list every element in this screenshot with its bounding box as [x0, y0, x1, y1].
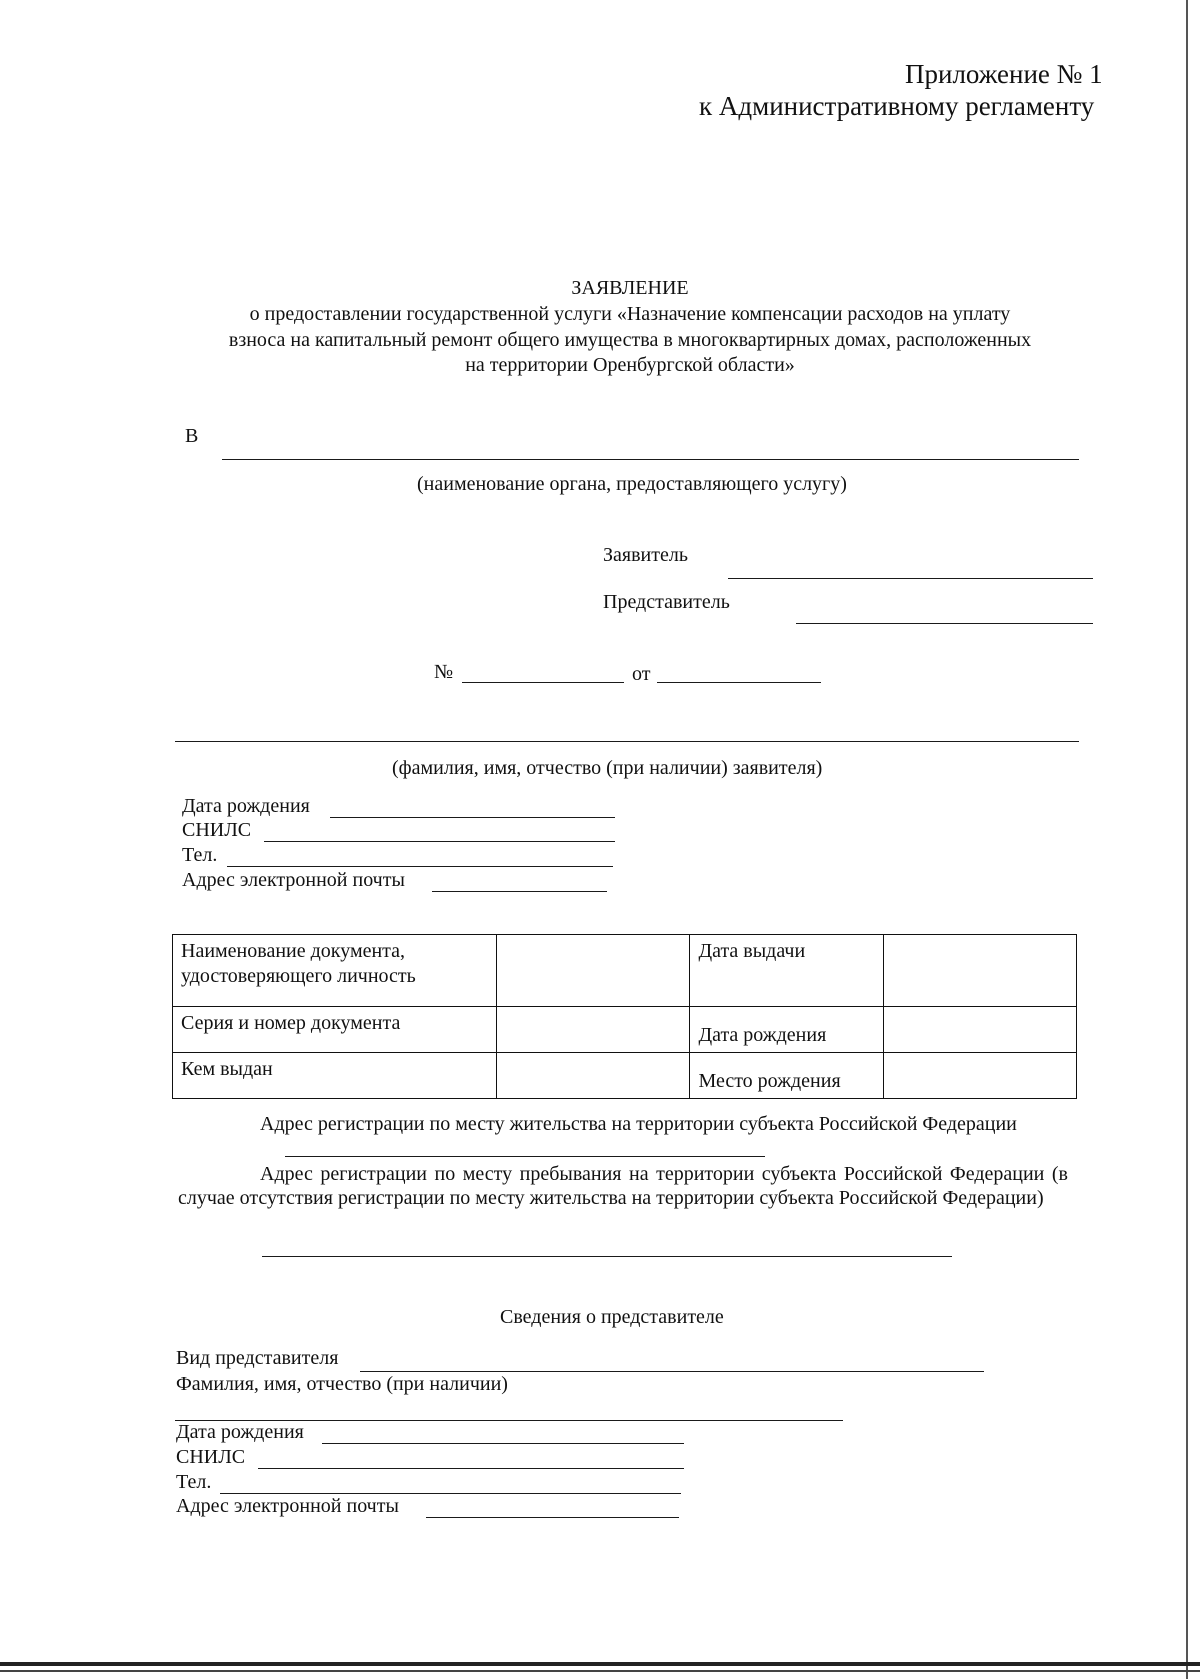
- table-cell-label: Наименование документа, удостоверяющего личность: [173, 935, 497, 1007]
- table-cell-label: Серия и номер документа: [173, 1007, 497, 1053]
- title-line-1: о предоставлении государственной услуги «Назначение компенсации расходов на уплату: [249, 303, 1011, 325]
- applicant-name-caption: (фамилия, имя, отчество (при наличии) заявителя): [392, 757, 823, 779]
- table-cell-input[interactable]: [496, 935, 690, 1007]
- representative-section-heading: Сведения о представителе: [500, 1306, 724, 1328]
- recipient-prefix: В: [185, 425, 199, 447]
- applicant-field[interactable]: [728, 578, 1093, 579]
- table-cell-label: Место рождения: [690, 1053, 884, 1099]
- applicant-phone-field[interactable]: [227, 866, 613, 867]
- scan-edge-bottom: [0, 1662, 1200, 1666]
- stay-address-field[interactable]: [262, 1256, 952, 1257]
- identity-document-table: [172, 934, 1077, 1099]
- applicant-email-field[interactable]: [432, 891, 607, 892]
- applicant-label: Заявитель: [603, 544, 688, 566]
- representative-email-label: Адрес электронной почты: [176, 1495, 399, 1517]
- representative-email-field[interactable]: [426, 1517, 679, 1518]
- representative-label: Представитель: [603, 591, 730, 613]
- applicant-birth-date-field[interactable]: [330, 817, 615, 818]
- residence-address-field[interactable]: [285, 1156, 765, 1157]
- table-cell-input[interactable]: [884, 1007, 1077, 1053]
- applicant-name-field[interactable]: [175, 741, 1079, 742]
- recipient-caption: (наименование органа, предоставляющего услугу): [417, 473, 847, 495]
- representative-field[interactable]: [796, 623, 1093, 624]
- from-label: от: [632, 663, 651, 685]
- number-label: №: [434, 661, 454, 683]
- table-cell-input[interactable]: [884, 935, 1077, 1007]
- table-cell-label: Дата рождения: [690, 1007, 884, 1053]
- table-row: [173, 935, 1077, 1007]
- appendix-reference: к Административному регламенту: [699, 91, 1095, 121]
- scan-edge-right: [1186, 0, 1188, 1679]
- applicant-email-label: Адрес электронной почты: [182, 869, 405, 891]
- table-cell-label: Дата выдачи: [690, 935, 884, 1007]
- applicant-phone-label: Тел.: [182, 844, 218, 866]
- applicant-snils-label: СНИЛС: [182, 819, 252, 841]
- table-cell-input[interactable]: [496, 1007, 690, 1053]
- recipient-field[interactable]: [222, 459, 1079, 460]
- representative-name-label: Фамилия, имя, отчество (при наличии): [176, 1373, 508, 1395]
- applicant-birth-date-label: Дата рождения: [182, 795, 310, 817]
- residence-address-label: Адрес регистрации по месту жительства на территории субъекта Российской Федерации: [260, 1113, 1017, 1135]
- title-line-2: взноса на капитальный ремонт общего имущества в многоквартирных домах, расположенных: [228, 329, 1032, 351]
- table-cell-label: Кем выдан: [173, 1053, 497, 1099]
- date-field[interactable]: [657, 682, 821, 683]
- representative-birth-date-label: Дата рождения: [176, 1421, 304, 1443]
- table-row: [173, 1007, 1077, 1053]
- title-line-3: на территории Оренбургской области»: [465, 354, 795, 376]
- document-title: ЗАЯВЛЕНИЕ: [571, 277, 689, 299]
- table-cell-input[interactable]: [496, 1053, 690, 1099]
- representative-snils-field[interactable]: [258, 1468, 684, 1469]
- appendix-number: Приложение № 1: [905, 59, 1103, 89]
- stay-address-label: Адрес регистрации по месту пребывания на территории субъекта Российской Федерации (в случае отсутствия регистрации по месту жительства на территории субъекта Российской Федерации): [178, 1163, 1068, 1209]
- representative-snils-label: СНИЛС: [176, 1446, 246, 1468]
- representative-birth-date-field[interactable]: [322, 1443, 684, 1444]
- table-cell-input[interactable]: [884, 1053, 1077, 1099]
- number-field[interactable]: [462, 682, 624, 683]
- representative-phone-label: Тел.: [176, 1471, 212, 1493]
- table-row: [173, 1053, 1077, 1099]
- scan-edge-bottom-inner: [0, 1670, 1200, 1672]
- applicant-snils-field[interactable]: [264, 841, 615, 842]
- representative-type-label: Вид представителя: [176, 1347, 339, 1369]
